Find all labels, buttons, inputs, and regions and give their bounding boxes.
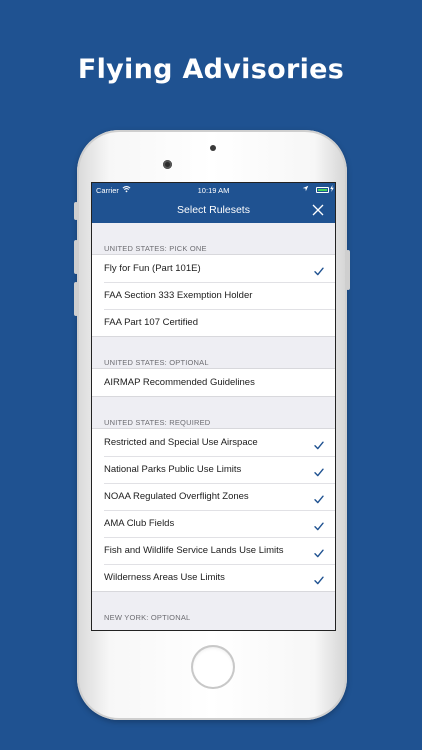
ruleset-label: Restricted and Special Use Airspace bbox=[104, 437, 258, 448]
ruleset-row[interactable] bbox=[92, 309, 335, 336]
power-button bbox=[346, 250, 350, 290]
ruleset-row[interactable] bbox=[92, 564, 335, 591]
section-header: UNITED STATES: PICK ONE bbox=[104, 244, 207, 253]
checkmark-icon bbox=[314, 518, 324, 527]
headline: Flying Advisories bbox=[77, 54, 345, 85]
ruleset-row[interactable] bbox=[92, 429, 335, 456]
ruleset-row[interactable] bbox=[92, 483, 335, 510]
status-time: 10:19 AM bbox=[197, 186, 230, 195]
silent-switch bbox=[74, 202, 78, 220]
section-header: NEW YORK: OPTIONAL bbox=[104, 613, 191, 622]
ruleset-label: FAA Section 333 Exemption Holder bbox=[104, 290, 253, 301]
status-bar bbox=[92, 183, 335, 197]
checkmark-icon bbox=[314, 545, 324, 554]
ruleset-row[interactable] bbox=[92, 282, 335, 309]
ruleset-row[interactable] bbox=[92, 537, 335, 564]
ruleset-label: Wilderness Areas Use Limits bbox=[104, 572, 225, 583]
ruleset-row[interactable] bbox=[92, 369, 335, 396]
ruleset-label: AIRMAP Recommended Guidelines bbox=[104, 377, 255, 388]
section-header: UNITED STATES: OPTIONAL bbox=[104, 358, 209, 367]
ruleset-group bbox=[92, 368, 335, 397]
ruleset-row[interactable] bbox=[92, 456, 335, 483]
battery-icon bbox=[316, 187, 329, 193]
app-screen bbox=[91, 182, 336, 631]
close-icon[interactable] bbox=[311, 203, 325, 217]
phone-frame bbox=[77, 130, 347, 720]
section-header: UNITED STATES: REQUIRED bbox=[104, 418, 211, 427]
ruleset-label: Fish and Wildlife Service Lands Use Limits bbox=[104, 545, 284, 556]
ruleset-row[interactable] bbox=[92, 255, 335, 282]
checkmark-icon bbox=[314, 263, 324, 272]
checkmark-icon bbox=[314, 464, 324, 473]
ruleset-label: AMA Club Fields bbox=[104, 518, 175, 529]
charging-bolt-icon bbox=[330, 185, 334, 194]
ruleset-group bbox=[92, 254, 335, 337]
ruleset-label: National Parks Public Use Limits bbox=[104, 464, 242, 475]
checkmark-icon bbox=[314, 437, 324, 446]
ruleset-group bbox=[92, 428, 335, 592]
volume-up-button bbox=[74, 240, 78, 274]
ruleset-label: NOAA Regulated Overflight Zones bbox=[104, 491, 249, 502]
front-camera bbox=[163, 160, 172, 169]
ruleset-list bbox=[92, 223, 335, 623]
volume-down-button bbox=[74, 282, 78, 316]
ruleset-label: Fly for Fun (Part 101E) bbox=[104, 263, 201, 274]
nav-title: Select Rulesets bbox=[177, 204, 250, 216]
checkmark-icon bbox=[314, 572, 324, 581]
speaker bbox=[210, 145, 216, 151]
home-button bbox=[191, 645, 235, 689]
carrier-label: Carrier bbox=[96, 186, 119, 195]
ruleset-row[interactable] bbox=[92, 510, 335, 537]
navigation-bar bbox=[92, 197, 335, 223]
location-arrow-icon bbox=[302, 185, 309, 194]
checkmark-icon bbox=[314, 491, 324, 500]
battery-level bbox=[318, 189, 327, 191]
ruleset-label: FAA Part 107 Certified bbox=[104, 317, 198, 328]
